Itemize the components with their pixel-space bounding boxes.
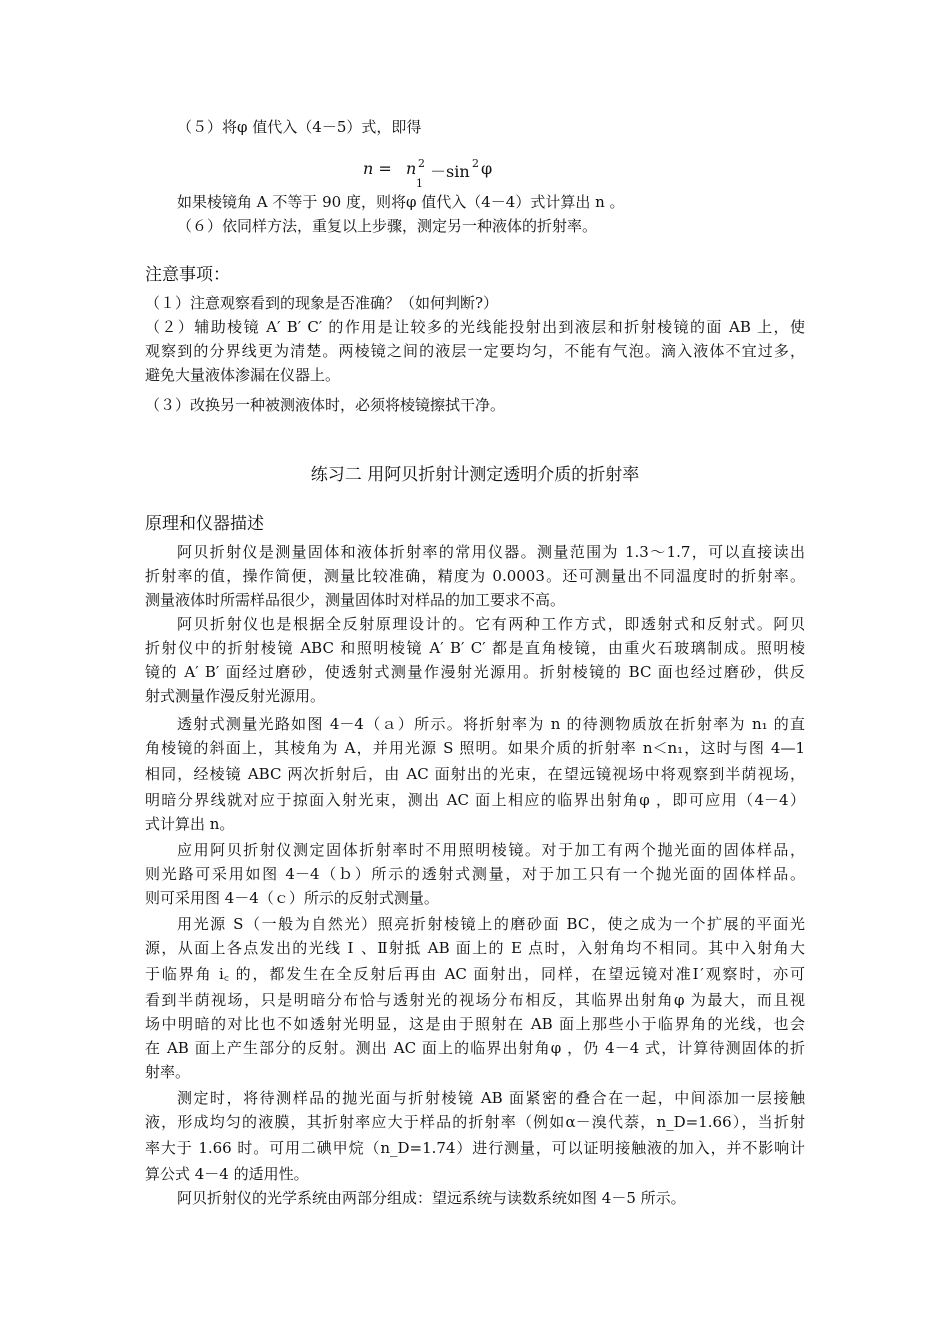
paragraph-line: 射率。 — [145, 1063, 191, 1081]
paragraph-line: 看到半荫视场，只是明暗分布恰与透射光的视场分布相反，其临界出射角φ 为最大，而且视 — [145, 991, 805, 1009]
step5-prism-note: 如果棱镜角 A 不等于 90 度，则将φ 值代入（4－4）式计算出 n 。 — [177, 193, 625, 211]
formula-sup-2b: 2 — [472, 157, 479, 170]
step6: （６）依同样方法，重复以上步骤，测定另一种液体的折射率。 — [177, 217, 598, 235]
paragraph-line: 折射率的值，操作简便，测量比较准确，精度为 0.0003。还可测量出不同温度时的折射率。 — [145, 567, 805, 585]
refractive-index-formula — [360, 155, 580, 195]
section-heading: 原理和仪器描述 — [145, 514, 264, 534]
formula-phi: φ — [481, 159, 493, 178]
paragraph-line: 透射式测量光路如图 4－4（ａ）所示。将折射率为 n 的待测物质放在折射率为 n₁ 的直 — [177, 715, 805, 733]
formula-sup-2a: 2 — [418, 157, 425, 170]
paragraph-line: 场中明暗的对比也不如透射光明显，这是由于照射在 AB 面上那些小于临界角的光线，也会 — [145, 1015, 805, 1033]
formula-n1: n — [406, 159, 417, 178]
paragraph-line: 算公式 4－4 的适用性。 — [145, 1165, 309, 1183]
paragraph-line: 源，从面上各点发出的光线 Ⅰ 、Ⅱ射抵 AB 面上的 E 点时，入射角均不相同。其中入射角大 — [145, 939, 805, 957]
exercise-title: 练习二 用阿贝折射计测定透明介质的折射率 — [310, 465, 640, 485]
paragraph-line: 应用阿贝折射仪测定固体折射率时不用照明棱镜。对于加工有两个抛光面的固体样品， — [177, 841, 805, 859]
paragraph-line: 折射仪中的折射棱镜 ABC 和照明棱镜 A′ B′ C′ 都是直角棱镜，由重火石玻璃制成。照明棱 — [145, 639, 805, 657]
paragraph-line: 明暗分界线就对应于掠面入射光束，测出 AC 面上相应的临界出射角φ ，即可应用（4－4） — [145, 791, 805, 809]
paragraph-line: 则光路可采用如图 4－4（ｂ）所示的透射式测量，对于加工只有一个抛光面的固体样品。 — [145, 865, 805, 883]
notes-heading: 注意事项： — [145, 265, 230, 285]
paragraph-line: 于临界角 i꜀ 的，都发生在全反射后再由 AC 面射出，同样，在望远镜对准Ⅰ′观察时，亦可 — [145, 965, 805, 983]
paragraph-line: 率大于 1.66 时。可用二碘甲烷（n_D=1.74）进行测量，可以证明接触液的加入，并不影响计 — [145, 1139, 805, 1157]
note-line: 观察到的分界线更为清楚。两棱镜之间的液层一定要均匀，不能有气泡。滴入液体不宜过多， — [145, 342, 805, 360]
paragraph-line: 测量液体时所需样品很少，测量固体时对样品的加工要求不高。 — [145, 591, 566, 609]
step5-intro: （５）将φ 值代入（4－5）式，即得 — [177, 118, 422, 136]
paragraph-line: 在 AB 面上产生部分的反射。测出 AC 面上的临界出射角φ ，仍 4－4 式，计算待测固体的折 — [145, 1039, 805, 1057]
note-line: （２）辅助棱镜 A′ B′ C′ 的作用是让较多的光线能投射出到液层和折射棱镜的面 AB 上，使 — [145, 318, 805, 336]
paragraph-line: 测定时，将待测样品的抛光面与折射棱镜 AB 面紧密的叠合在一起，中间添加一层接触 — [177, 1089, 805, 1107]
note-line: 避免大量液体渗漏在仪器上。 — [145, 366, 341, 384]
note-line: （３）改换另一种被测液体时，必须将棱镜擦拭干净。 — [145, 396, 506, 414]
formula-lhs: n = — [363, 159, 392, 178]
paragraph-line: 用光源 S（一般为自然光）照亮折射棱镜上的磨砂面 BC，使之成为一个扩展的平面光 — [177, 915, 805, 933]
paragraph-line: 镜的 A′ B′ 面经过磨砂，使透射式测量作漫射光源用。折射棱镜的 BC 面也经过磨砂，供反 — [145, 663, 805, 681]
formula-minus-sin: －sin — [430, 162, 470, 181]
paragraph-line: 相同，经棱镜 ABC 两次折射后，由 AC 面射出的光束，在望远镜视场中将观察到半荫视场， — [145, 765, 805, 783]
note-line: （１）注意观察看到的现象是否准确？（如何判断?） — [145, 294, 499, 312]
paragraph-line: 射式测量作漫反射光源用。 — [145, 687, 326, 705]
paragraph-line: 阿贝折射仪也是根据全反射原理设计的。它有两种工作方式，即透射式和反射式。阿贝 — [177, 615, 805, 633]
paragraph-line: 阿贝折射仪是测量固体和液体折射率的常用仪器。测量范围为 1.3～1.7，可以直接读出 — [177, 543, 805, 561]
paragraph-line: 则可采用图 4－4（ｃ）所示的反射式测量。 — [145, 889, 439, 907]
paragraph-line: 角棱镜的斜面上，其棱角为 A，并用光源 S 照明。如果介质的折射率 n＜n₁，这时与图 4—1 — [145, 739, 805, 757]
paragraph-line: 液，形成均匀的液膜，其折射率应大于样品的折射率（例如α－溴代萘，n_D=1.66），当折射 — [145, 1113, 805, 1131]
paragraph-line: 阿贝折射仪的光学系统由两部分组成：望远系统与读数系统如图 4－5 所示。 — [177, 1189, 686, 1207]
paragraph-line: 式计算出 n。 — [145, 815, 235, 833]
formula-sub-1: 1 — [416, 177, 423, 190]
